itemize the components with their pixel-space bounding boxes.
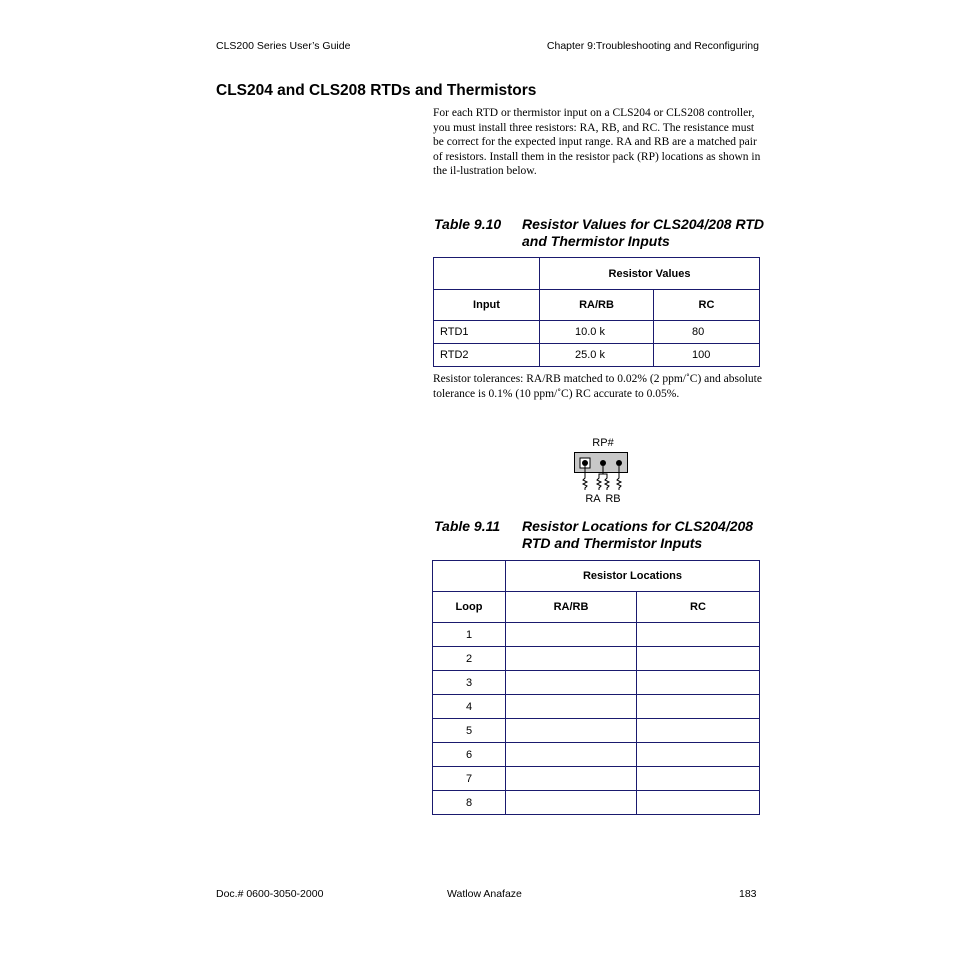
cell-loop: 8 — [433, 791, 506, 815]
cell-ra-rb: 25.0 k — [540, 344, 654, 367]
running-header-right: Chapter 9:Troubleshooting and Reconfiguring — [546, 40, 759, 52]
cell-ra-rb — [506, 695, 637, 719]
cell-rc: 80 — [654, 321, 760, 344]
cell-loop: 7 — [433, 767, 506, 791]
cell-rc — [637, 623, 760, 647]
cell-rc — [637, 767, 760, 791]
tolerance-note: Resistor tolerances: RA/RB matched to 0.02% (2 ppm/˚C) and absolute tolerance is 0.1% (10 ppm/˚C) RC accurate to 0.05%. — [433, 373, 762, 400]
column-header-ra-rb: RA/RB — [540, 290, 654, 321]
cell-loop: 1 — [433, 623, 506, 647]
table-group-header: Resistor Locations — [506, 561, 760, 592]
table-caption-9-11 — [434, 518, 774, 552]
column-header-ra-rb: RA/RB — [506, 592, 637, 623]
table-row — [434, 321, 760, 344]
cell-input: RTD2 — [434, 344, 540, 367]
table-number: Table 9.10 — [434, 216, 502, 232]
cell-ra-rb: 10.0 k — [540, 321, 654, 344]
table-row — [433, 791, 760, 815]
cell-loop: 5 — [433, 719, 506, 743]
resistor-pack-diagram — [570, 432, 636, 508]
table-row — [433, 671, 760, 695]
diagram-label-ra: RA — [585, 493, 601, 505]
cell-ra-rb — [506, 767, 637, 791]
cell-rc — [637, 719, 760, 743]
table-empty-cell — [433, 561, 506, 592]
cell-ra-rb — [506, 671, 637, 695]
table-row — [433, 743, 760, 767]
resistor-values-table — [433, 257, 760, 367]
cell-rc: 100 — [654, 344, 760, 367]
table-empty-cell — [434, 258, 540, 290]
intro-paragraph: For each RTD or thermistor input on a CLS204 or CLS208 controller, you must install three resistors: RA, RB, and RC. The resistance must be correct for the expected input range. RA and RB are a matched pair of resistors. Install them in the resistor pack (RP) locations as shown in the il-lustration below. — [433, 107, 761, 177]
footer-doc-number: Doc.# 0600-3050-2000 — [216, 888, 324, 900]
cell-rc — [637, 743, 760, 767]
column-header-input: Input — [434, 290, 540, 321]
column-header-rc: RC — [637, 592, 760, 623]
table-number: Table 9.11 — [434, 518, 501, 534]
cell-ra-rb — [506, 719, 637, 743]
cell-loop: 3 — [433, 671, 506, 695]
table-row — [434, 344, 760, 367]
pin-2 — [600, 460, 606, 466]
cell-rc — [637, 695, 760, 719]
diagram-label-rp: RP# — [592, 437, 614, 449]
table-group-header: Resistor Values — [540, 258, 760, 290]
cell-rc — [637, 647, 760, 671]
table-caption-9-10 — [434, 216, 774, 250]
table-row — [433, 767, 760, 791]
cell-rc — [637, 791, 760, 815]
diagram-label-rb: RB — [605, 493, 621, 505]
cell-ra-rb — [506, 647, 637, 671]
section-title: CLS204 and CLS208 RTDs and Thermistors — [216, 82, 537, 99]
table-row — [433, 719, 760, 743]
cell-loop: 6 — [433, 743, 506, 767]
running-header-left: CLS200 Series User’s Guide — [216, 40, 351, 52]
cell-ra-rb — [506, 791, 637, 815]
table-title: Resistor Values for CLS204/208 RTD and Thermistor Inputs — [522, 216, 764, 249]
column-header-rc: RC — [654, 290, 760, 321]
table-row — [433, 623, 760, 647]
cell-input: RTD1 — [434, 321, 540, 344]
column-header-loop: Loop — [433, 592, 506, 623]
cell-ra-rb — [506, 623, 637, 647]
cell-loop: 2 — [433, 647, 506, 671]
cell-rc — [637, 671, 760, 695]
table-title: Resistor Locations for CLS204/208 RTD and Thermistor Inputs — [522, 518, 754, 551]
table-row — [433, 647, 760, 671]
resistor-locations-table — [432, 560, 760, 815]
pin-3 — [616, 460, 622, 466]
table-row — [433, 695, 760, 719]
page-number: 183 — [739, 888, 757, 900]
cell-ra-rb — [506, 743, 637, 767]
pin-1 — [582, 460, 588, 466]
footer-company: Watlow Anafaze — [447, 888, 522, 900]
cell-loop: 4 — [433, 695, 506, 719]
